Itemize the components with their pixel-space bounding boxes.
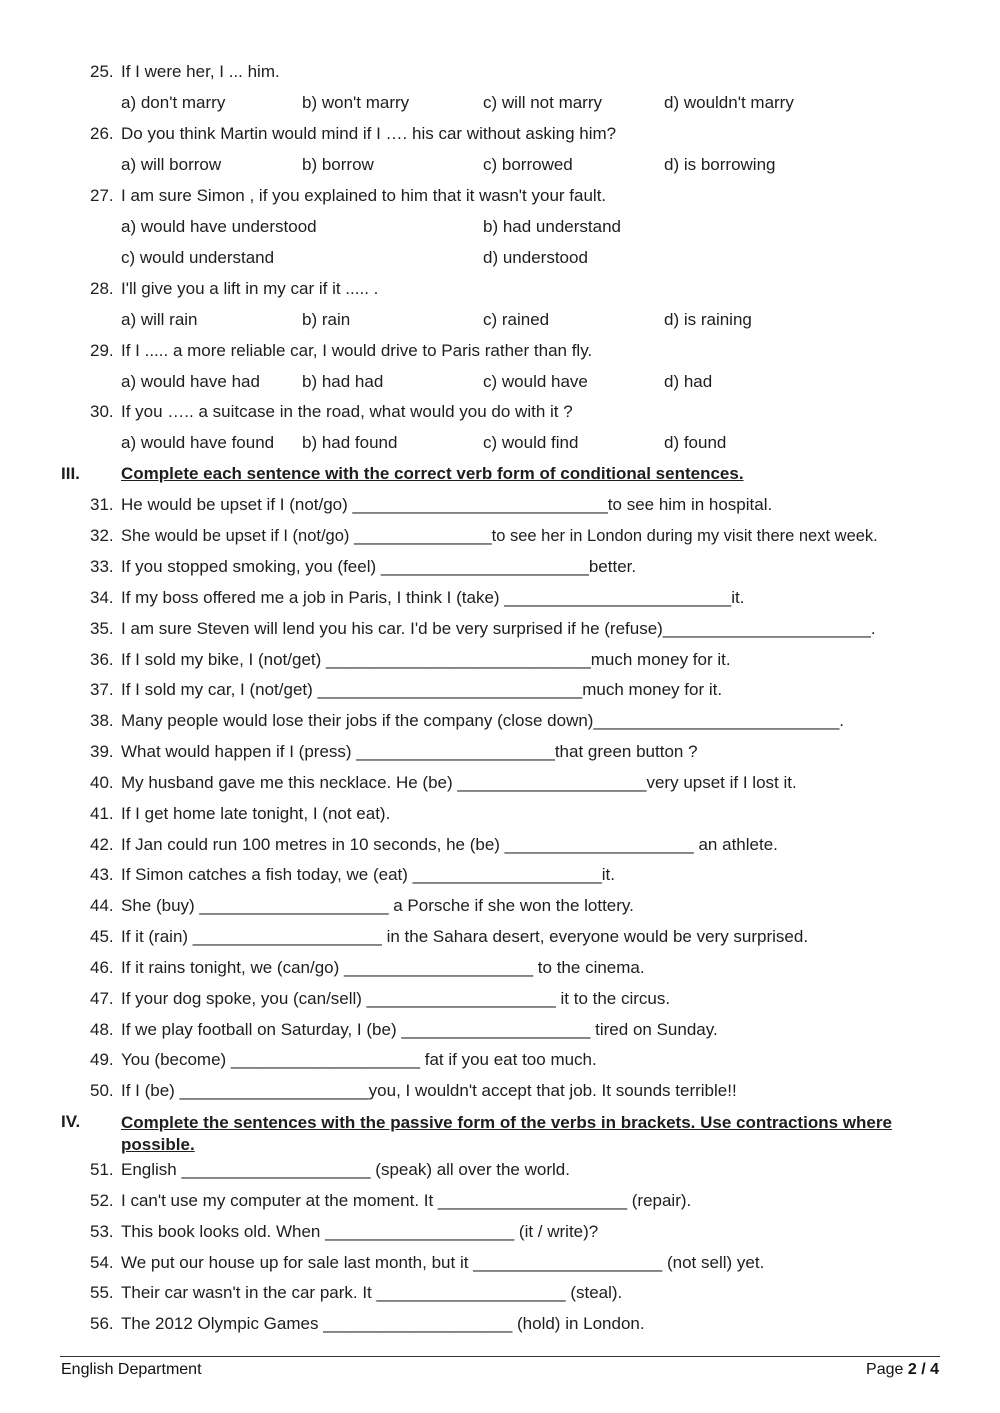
question-number: 34. (90, 588, 114, 607)
question-number: 33. (90, 557, 114, 576)
question-text: She would be upset if I (not/go) _______________to see her in London during my visit there next week. (121, 527, 878, 545)
question-number: 56. (90, 1314, 114, 1333)
section-title: Complete the sentences with the passive form of the verbs in brackets. Use contractions where possible. (121, 1113, 892, 1154)
question-number: 38. (90, 711, 114, 730)
question-text: If we play football on Saturday, I (be) ____________________ tired on Sunday. (121, 1020, 718, 1039)
question-text: If it rains tonight, we (can/go) ____________________ to the cinema. (121, 958, 645, 977)
question-text: She (buy) ____________________ a Porsche if she won the lottery. (121, 896, 634, 915)
option-d: d) had (664, 372, 713, 391)
question-number: 31. (90, 495, 114, 514)
question-number: 52. (90, 1191, 114, 1210)
option-b: b) won't marry (302, 93, 410, 112)
question-text: If I get home late tonight, I (not eat). (121, 804, 391, 823)
question-number: 28. (90, 279, 114, 298)
section-number: IV. (61, 1112, 81, 1131)
question-number: 43. (90, 865, 114, 884)
question-text: If I sold my car, I (not/get) ____________________________much money for it. (121, 680, 723, 699)
question-text: We put our house up for sale last month, but it ____________________ (not sell) yet. (121, 1253, 765, 1272)
option-a: a) would have had (121, 372, 260, 391)
question-text: You (become) ____________________ fat if you eat too much. (121, 1050, 597, 1069)
question-text: This book looks old. When ____________________ (it / write)? (121, 1222, 599, 1241)
question-number: 45. (90, 927, 114, 946)
question-number: 39. (90, 742, 114, 761)
question-number: 29. (90, 341, 114, 360)
question-text: If I were her, I ... him. (121, 62, 280, 81)
question-number: 55. (90, 1283, 114, 1302)
option-a: a) will rain (121, 310, 198, 329)
question-number: 30. (90, 402, 114, 421)
option-a: a) will borrow (121, 155, 222, 174)
question-text: Do you think Martin would mind if I …. his car without asking him? (121, 124, 617, 143)
question-text: If I sold my bike, I (not/get) ____________________________much money for it. (121, 650, 731, 669)
question-text: What would happen if I (press) _____________________that green button ? (121, 742, 698, 761)
option-d: d) is borrowing (664, 155, 776, 174)
question-number: 54. (90, 1253, 114, 1272)
option-a: a) would have understood (121, 217, 317, 236)
question-number: 41. (90, 804, 114, 823)
question-text: I am sure Steven will lend you his car. I'd be very surprised if he (refuse)______________________. (121, 619, 876, 638)
section-number: III. (61, 464, 80, 483)
question-number: 53. (90, 1222, 114, 1241)
question-number: 40. (90, 773, 114, 792)
question-text: If it (rain) ____________________ in the Sahara desert, everyone would be very surprised. (121, 927, 809, 946)
question-number: 50. (90, 1081, 114, 1100)
page-separator: / (916, 1361, 931, 1378)
option-b: b) borrow (302, 155, 374, 174)
question-text: If you stopped smoking, you (feel) ______________________better. (121, 557, 637, 576)
option-a: a) would have found (121, 433, 275, 452)
question-text: If Simon catches a fish today, we (eat) ____________________it. (121, 865, 615, 884)
question-text: If I (be) ____________________you, I wouldn't accept that job. It sounds terrible!! (121, 1081, 737, 1100)
question-text: He would be upset if I (not/go) ___________________________to see him in hospital. (121, 495, 773, 514)
question-number: 47. (90, 989, 114, 1008)
question-number: 49. (90, 1050, 114, 1069)
question-text: English ____________________ (speak) all over the world. (121, 1160, 570, 1179)
option-c: c) borrowed (483, 155, 573, 174)
option-d: d) wouldn't marry (664, 93, 794, 112)
option-c: c) rained (483, 310, 550, 329)
option-c: c) would find (483, 433, 579, 452)
option-c: c) would have (483, 372, 588, 391)
question-number: 25. (90, 62, 114, 81)
question-text: If Jan could run 100 metres in 10 seconds, he (be) ____________________ an athlete. (121, 835, 778, 854)
option-d: d) found (664, 433, 727, 452)
option-a: a) don't marry (121, 93, 226, 112)
question-number: 44. (90, 896, 114, 915)
question-number: 51. (90, 1160, 114, 1179)
option-c: c) would understand (121, 248, 275, 267)
question-number: 48. (90, 1020, 114, 1039)
option-b: b) rain (302, 310, 351, 329)
question-number: 32. (90, 526, 114, 545)
section-title: Complete each sentence with the correct verb form of conditional sentences. (121, 464, 744, 483)
question-number: 46. (90, 958, 114, 977)
option-d: d) is raining (664, 310, 752, 329)
page-current: 2 (907, 1361, 917, 1378)
question-text: If your dog spoke, you (can/sell) ____________________ it to the circus. (121, 989, 671, 1008)
question-text: If you ….. a suitcase in the road, what would you do with it ? (121, 402, 573, 421)
question-number: 37. (90, 680, 114, 699)
option-b: b) had had (302, 372, 384, 391)
page-label: Page (866, 1361, 908, 1378)
footer-divider (60, 1356, 940, 1357)
question-text: Their car wasn't in the car park. It ____________________ (steal). (121, 1283, 623, 1302)
option-d: d) understood (483, 248, 588, 267)
page-total: 4 (930, 1361, 939, 1378)
footer-page-number (866, 1360, 939, 1380)
option-b: b) had understand (483, 217, 621, 236)
question-number: 27. (90, 186, 114, 205)
question-text: If I ..... a more reliable car, I would drive to Paris rather than fly. (121, 341, 593, 360)
question-text: The 2012 Olympic Games ____________________ (hold) in London. (121, 1314, 645, 1333)
footer-department: English Department (61, 1361, 202, 1378)
question-number: 35. (90, 619, 114, 638)
question-number: 36. (90, 650, 114, 669)
question-number: 42. (90, 835, 114, 854)
question-text: I am sure Simon , if you explained to him that it wasn't your fault. (121, 186, 607, 205)
question-text: If my boss offered me a job in Paris, I think I (take) ________________________it. (121, 588, 745, 607)
question-text: I'll give you a lift in my car if it ..... . (121, 279, 379, 298)
question-number: 26. (90, 124, 114, 143)
option-b: b) had found (302, 433, 398, 452)
question-text: My husband gave me this necklace. He (be) ____________________very upset if I lost it. (121, 773, 797, 792)
question-text: I can't use my computer at the moment. It ____________________ (repair). (121, 1191, 692, 1210)
option-c: c) will not marry (483, 93, 603, 112)
question-text: Many people would lose their jobs if the company (close down)__________________________. (121, 711, 845, 730)
